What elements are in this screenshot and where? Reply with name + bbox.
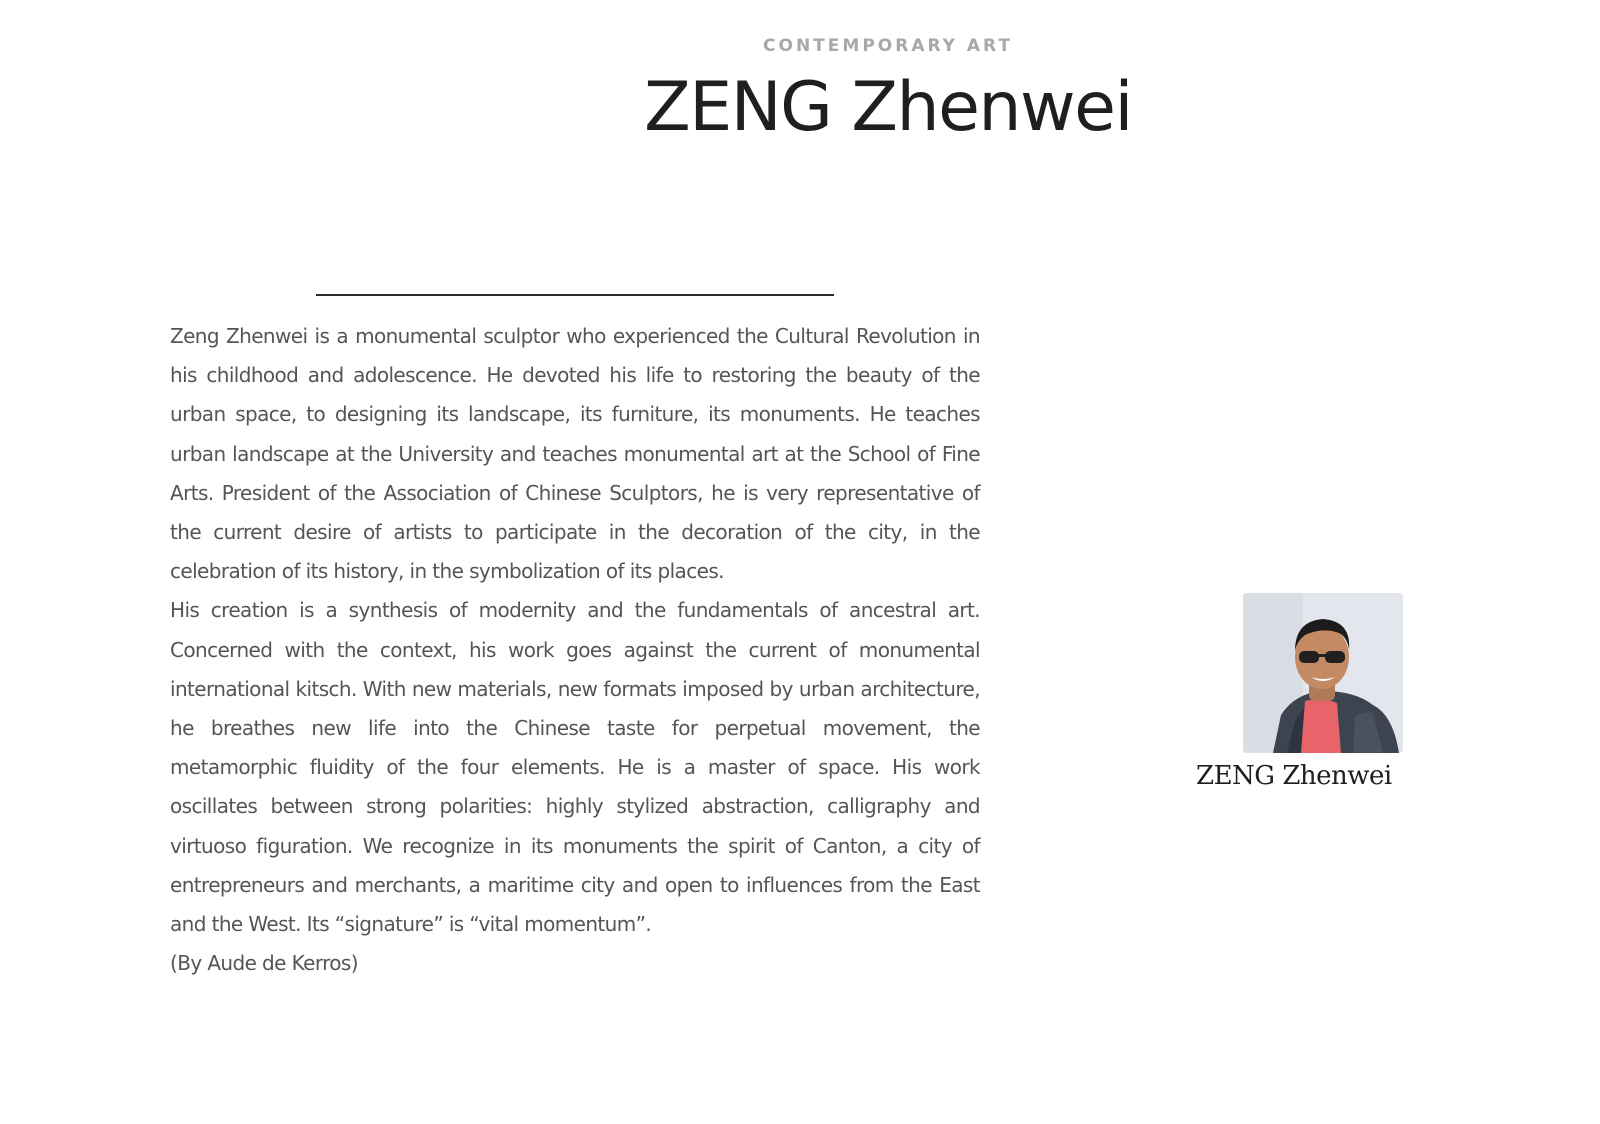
title-divider [316,294,834,296]
article-byline: (By Aude de Kerros) [170,951,358,976]
article-paragraph: His creation is a synthesis of modernity and the fundamentals of ancestral art. Concerned with the context, his work goes against the current of monumental international kitsch. With new materials, new formats imposed by urban architecture, he breathes new life into the Chinese taste for perpetual movement, the metamorphic fluidity of the four elements. He is a master of space. His work oscillates between strong polarities: highly stylized abstraction, calligraphy and virtuoso figuration. We recognize in its monuments the spirit of Canton, a city of entrepreneurs and merchants, a maritime city and open to influences from the East and the West. Its “signature” is “vital momentum”. [170,598,980,937]
artist-portrait-icon [1243,593,1403,753]
section-kicker: CONTEMPORARY ART [763,36,1013,56]
article-body [170,317,980,983]
page-title: ZENG Zhenwei [644,68,1132,147]
article-paragraph: Zeng Zhenwei is a monumental sculptor who experienced the Cultural Revolution in his childhood and adolescence. He devoted his life to restoring the beauty of the urban space, to designing its landscape, its furniture, its monuments. He teaches urban landscape at the University and teaches monumental art at the School of Fine Arts. President of the Association of Chinese Sculptors, he is very representative of the current desire of artists to participate in the decoration of the city, in the celebration of its history, in the symbolization of its places. [170,324,980,584]
artist-portrait [1243,593,1403,753]
portrait-caption: ZENG Zhenwei [1196,761,1392,791]
